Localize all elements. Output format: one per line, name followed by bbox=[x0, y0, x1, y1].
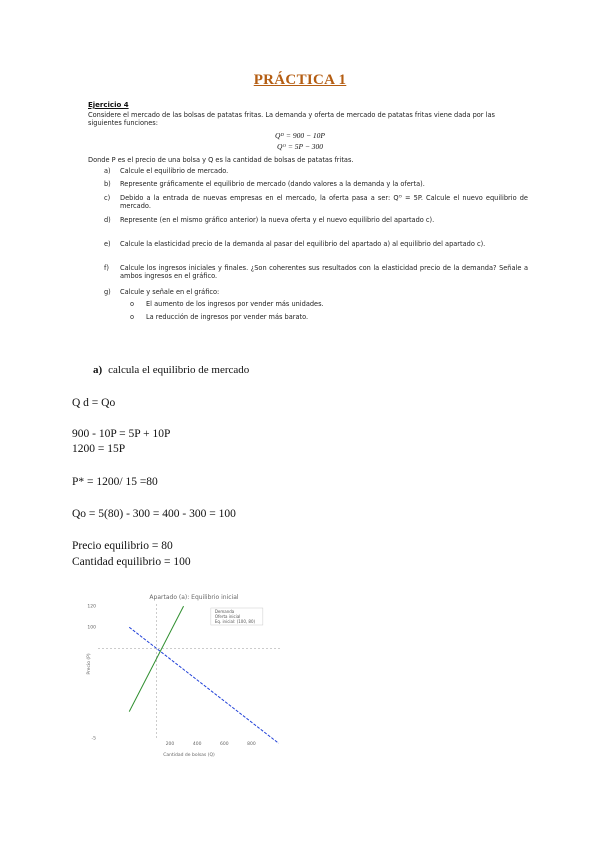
y-tick-label: 100 bbox=[87, 625, 96, 631]
legend-entry-equilibrium: Eq. inicial: (100, 80) bbox=[214, 619, 256, 624]
answer-line: 900 - 10P = 5P + 10P bbox=[72, 428, 171, 440]
answer-line: P* = 1200/ 15 =80 bbox=[72, 476, 158, 488]
item-label: d) bbox=[104, 216, 111, 224]
item-label: g) bbox=[104, 288, 111, 296]
y-tick-label: -5 bbox=[91, 736, 96, 742]
item-text: Represente gráficamente el equilibrio de mercado (dando valores a la demanda y la oferta). bbox=[120, 180, 425, 188]
chart-legend bbox=[211, 608, 263, 625]
equilibrium-chart bbox=[84, 588, 284, 760]
exercise-heading: Ejercicio 4 bbox=[88, 101, 129, 109]
chart-title: Apartado (a): Equilibrio inicial bbox=[149, 594, 239, 601]
item-text: Calcule el equilibrio de mercado. bbox=[120, 167, 229, 175]
item-text: Calcule la elasticidad precio de la demanda al pasar del equilibrio del apartado a) al equilibrio del apartado c). bbox=[120, 240, 486, 248]
answer-line: Precio equilibrio = 80 bbox=[72, 540, 173, 552]
item-text: Calcule y señale en el gráfico: bbox=[120, 288, 220, 296]
subitem-text: La reducción de ingresos por vender más barato. bbox=[146, 313, 309, 321]
item-text: Calcule los ingresos iniciales y finales. ¿Son coherentes sus resultados con la elasticidad precio de la demanda? Señale a ambos ingresos en el gráfico. bbox=[120, 264, 528, 281]
bullet: o bbox=[130, 300, 135, 308]
item-label: c) bbox=[104, 194, 111, 202]
answer-section-heading bbox=[93, 364, 249, 376]
answer-line: Q d = Qo bbox=[72, 397, 116, 409]
x-tick-label: 600 bbox=[220, 742, 229, 747]
exercise-intro: Considere el mercado de las bolsas de patatas fritas. La demanda y oferta de mercado de patatas fritas viene dada por las siguientes funciones: bbox=[88, 111, 495, 128]
exercise-definition: Donde P es el precio de una bolsa y Q es la cantidad de bolsas de patatas fritas. bbox=[88, 156, 354, 164]
legend-entry-demand: Demanda bbox=[214, 609, 235, 614]
x-tick-label: 400 bbox=[192, 742, 202, 747]
x-tick-label: 200 bbox=[165, 742, 175, 747]
bullet: o bbox=[130, 313, 135, 321]
item-label: e) bbox=[104, 240, 111, 248]
answer-line: Qo = 5(80) - 300 = 400 - 300 = 100 bbox=[72, 508, 236, 520]
legend-entry-supply: Oferta inicial bbox=[214, 614, 241, 619]
x-tick-label: 800 bbox=[247, 742, 256, 747]
item-label: a) bbox=[104, 167, 111, 175]
subitem-text: El aumento de los ingresos por vender más unidades. bbox=[146, 300, 324, 308]
y-tick-label: 120 bbox=[87, 604, 96, 610]
y-axis-label: Precio (P) bbox=[87, 653, 92, 675]
item-label: b) bbox=[104, 180, 111, 188]
x-axis-label: Cantidad de bolsas (Q) bbox=[163, 753, 215, 758]
page-title: PRÁCTICA 1 bbox=[253, 72, 347, 88]
item-text: Debido a la entrada de nuevas empresas en el mercado, la oferta pasa a ser: Qᴼ = 5P. Calcule el nuevo equilibrio de mercado. bbox=[120, 194, 528, 211]
answer-line: Cantidad equilibrio = 100 bbox=[72, 556, 191, 568]
item-text: Represente (en el mismo gráfico anterior) la nueva oferta y el nuevo equilibrio del apartado c). bbox=[120, 216, 435, 224]
supply-equation: Qᴼ = 5P − 300 bbox=[276, 142, 324, 151]
section-title: calcula el equilibrio de mercado bbox=[108, 364, 250, 376]
answer-line: 1200 = 15P bbox=[72, 443, 126, 455]
item-label: f) bbox=[104, 264, 109, 272]
demand-equation: Qᴰ = 900 − 10P bbox=[275, 131, 325, 140]
section-label: a) bbox=[93, 364, 103, 376]
